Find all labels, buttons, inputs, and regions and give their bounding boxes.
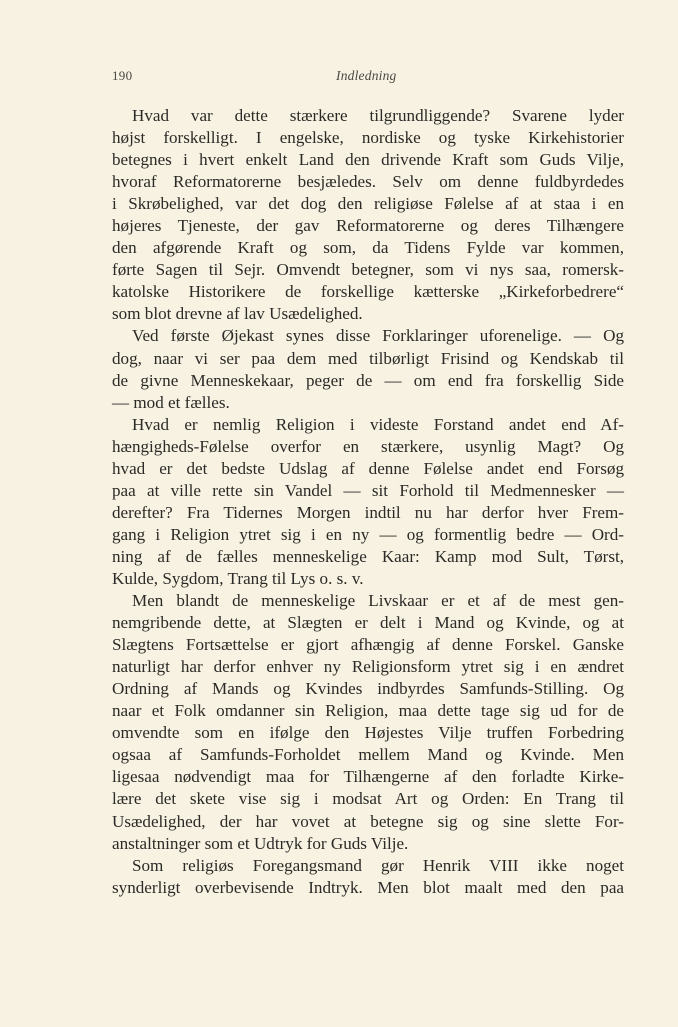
text-line: Usædelighed, der har vovet at betegne sig og sine slette For-: [112, 811, 624, 831]
text-line: hvoraf Reformatorerne besjæledes. Selv om denne fuldbyrdedes: [112, 172, 624, 192]
text-line: som blot drevne af lav Usædelighed.: [112, 304, 363, 324]
text-line: omvendte som en ifølge den Højestes Vilje truffen Forbedring: [112, 723, 624, 743]
text-line: naar et Folk omdanner sin Religion, maa dette tage sig ud for de: [112, 701, 624, 721]
text-line: førte Sagen til Sejr. Omvendt betegner, som vi nys saa, romersk-: [112, 260, 624, 280]
text-line: lære det skete vise sig i modsat Art og Orden: En Trang til: [112, 789, 624, 809]
text-line: Som religiøs Foregangsmand gør Henrik VIII ikke noget: [132, 855, 624, 875]
text-line: hængigheds-Følelse overfor en stærkere, usynlig Magt? Og: [112, 436, 624, 456]
text-line: højst forskelligt. I engelske, nordiske og tyske Kirkehistorier: [112, 128, 624, 148]
text-line: hvad er det bedste Udslag af denne Følelse andet end Forsøg: [112, 458, 624, 478]
text-line: Ordning af Mands og Kvindes indbyrdes Samfunds-Stilling. Og: [112, 679, 624, 699]
text-line: paa at ville rette sin Vandel — sit Forhold til Medmennesker —: [112, 480, 624, 500]
text-line: — mod et fælles.: [112, 392, 230, 412]
text-line: Hvad er nemlig Religion i videste Forstand andet end Af-: [132, 414, 624, 434]
text-line: synderligt overbevisende Indtryk. Men blot maalt med den paa: [112, 877, 624, 897]
body-text: [112, 105, 624, 899]
text-line: naturligt har derfor enhver ny Religionsform ytret sig i en ændret: [112, 657, 624, 677]
text-line: gang i Religion ytret sig i en ny — og formentlig bedre — Ord-: [112, 524, 624, 544]
text-line: nemgribende dette, at Slægten er delt i Mand og Kvinde, og at: [112, 613, 624, 633]
text-line: derefter? Fra Tidernes Morgen indtil nu har derfor hver Frem-: [112, 502, 624, 522]
text-line: anstaltninger som et Udtryk for Guds Vilje.: [112, 833, 409, 853]
running-head: [112, 68, 624, 92]
text-line: ligesaa nødvendigt maa for Tilhængerne af den forladte Kirke-: [112, 767, 624, 787]
text-line: den afgørende Kraft og som, da Tidens Fylde var kommen,: [112, 238, 624, 258]
text-line: i Skrøbelighed, var det dog den religiøse Følelse af at staa i en: [112, 194, 624, 214]
text-line: Slægtens Fortsættelse er gjort afhængig af denne Forskel. Ganske: [112, 635, 624, 655]
running-title: Indledning: [336, 68, 397, 83]
text-line: katolske Historikere de forskellige kætterske „Kirkeforbedrere“: [112, 282, 624, 302]
text-line: betegnes i hvert enkelt Land den drivende Kraft som Guds Vilje,: [112, 150, 624, 170]
text-line: Hvad var dette stærkere tilgrundliggende? Svarene lyder: [132, 106, 624, 125]
page-number: 190: [112, 68, 133, 83]
text-line: Men blandt de menneskelige Livskaar er et af de mest gen-: [132, 591, 624, 611]
text-line: højeres Tjeneste, der gav Reformatorerne og deres Tilhængere: [112, 216, 624, 236]
text-line: Kulde, Sygdom, Trang til Lys o. s. v.: [112, 568, 364, 588]
text-line: Ved første Øjekast synes disse Forklaringer uforenelige. — Og: [132, 326, 624, 346]
text-line: ogsaa af Samfunds-Forholdet mellem Mand og Kvinde. Men: [112, 745, 624, 765]
text-line: dog, naar vi ser paa dem med tilbørligt Frisind og Kendskab til: [112, 348, 624, 368]
text-line: de givne Menneskekaar, peger de — om end fra forskellig Side: [112, 370, 624, 390]
text-line: ning af de fælles menneskelige Kaar: Kamp mod Sult, Tørst,: [112, 546, 624, 566]
